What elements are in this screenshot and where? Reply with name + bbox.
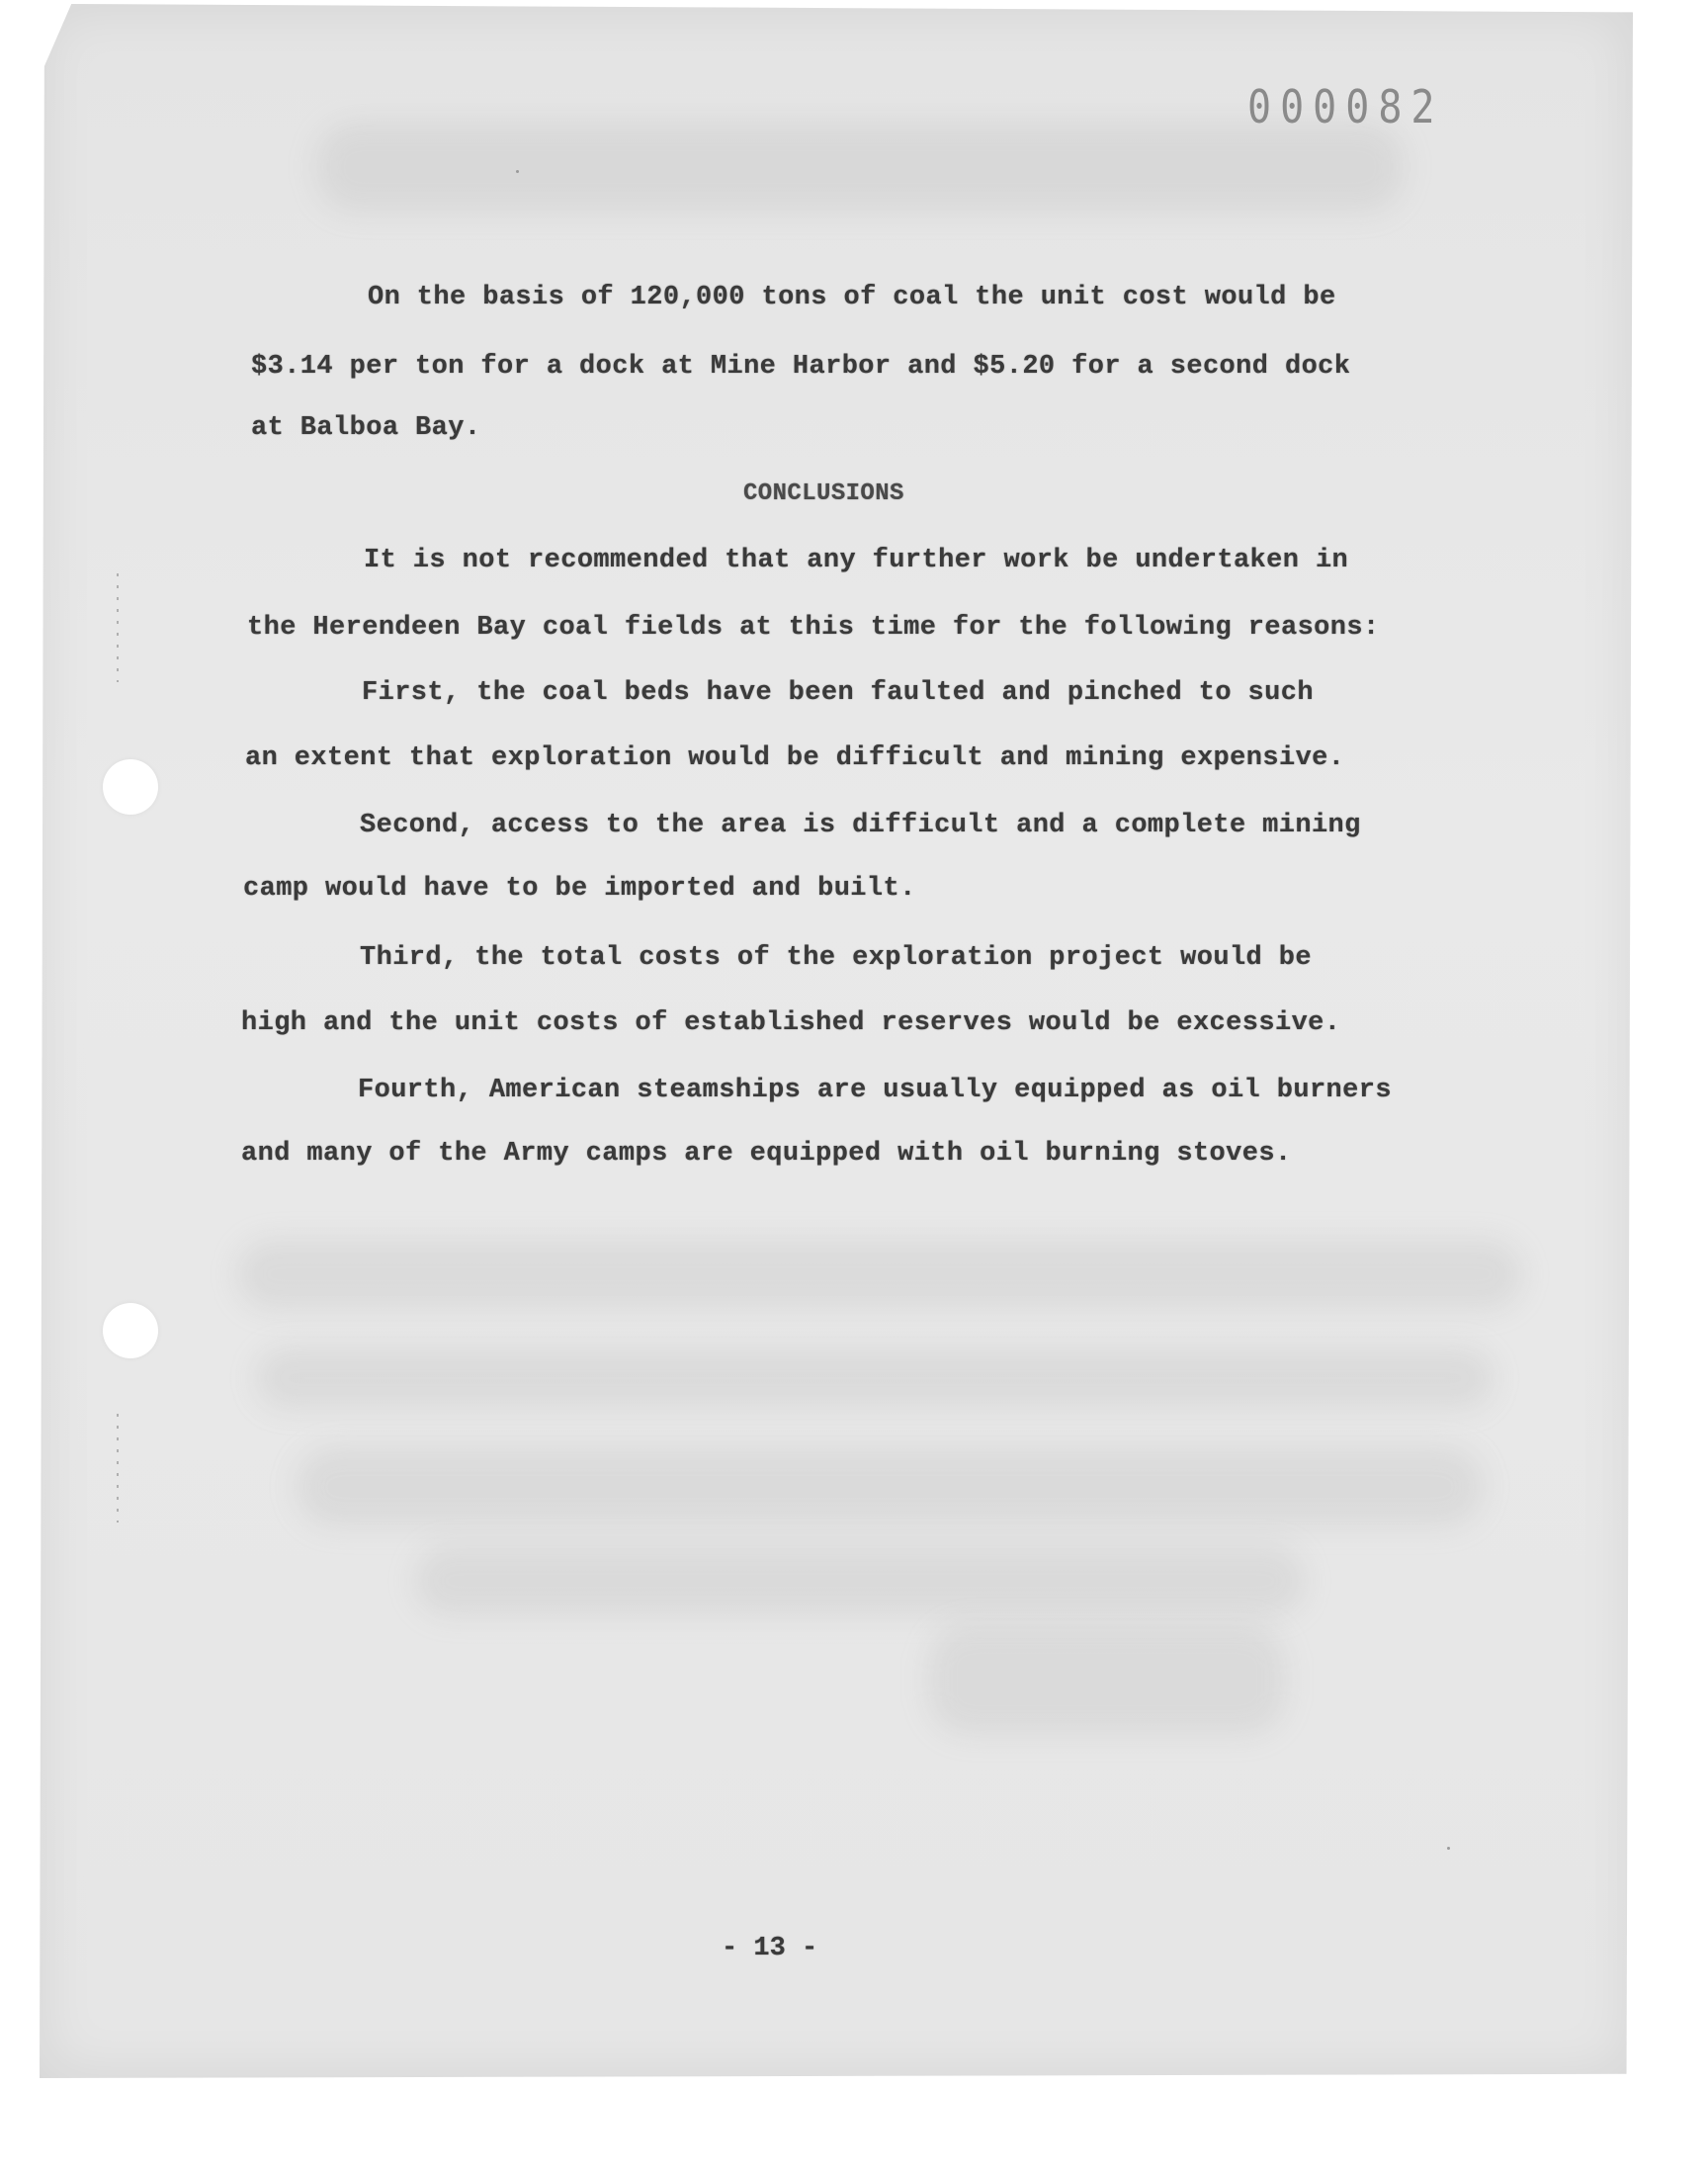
margin-marks xyxy=(117,573,119,682)
reason-first-line-1: First, the coal beds have been faulted and pinched to such xyxy=(362,678,1314,708)
bleed-through-shadow xyxy=(316,123,1404,212)
page-number: - 13 - xyxy=(722,1934,818,1963)
reason-first-line-2: an extent that exploration would be difficult and mining expensive. xyxy=(245,743,1345,773)
punch-hole-top xyxy=(103,759,158,815)
reason-second-line-2: camp would have to be imported and built. xyxy=(243,874,916,904)
reason-fourth-line-2: and many of the Army camps are equipped with oil burning stoves. xyxy=(241,1139,1292,1169)
conclusions-heading: CONCLUSIONS xyxy=(743,480,904,507)
margin-marks xyxy=(117,1414,119,1522)
paragraph-2-line-2: the Herendeen Bay coal fields at this time for the following reasons: xyxy=(247,613,1380,643)
bleed-through-shadow xyxy=(257,1348,1493,1408)
bleed-through-shadow xyxy=(297,1447,1483,1526)
speck xyxy=(516,170,519,173)
stamp-number: 000082 xyxy=(1247,81,1444,134)
paragraph-1-line-2: $3.14 per ton for a dock at Mine Harbor and $5.20 for a second dock xyxy=(251,352,1351,382)
reason-second-line-1: Second, access to the area is difficult and a complete mining xyxy=(360,811,1361,840)
speck xyxy=(1447,1847,1450,1850)
reason-fourth-line-1: Fourth, American steamships are usually equipped as oil burners xyxy=(358,1076,1392,1105)
reason-third-line-1: Third, the total costs of the exploration project would be xyxy=(360,943,1312,973)
paragraph-1-line-1: On the basis of 120,000 tons of coal the unit cost would be xyxy=(368,283,1336,312)
punch-hole-bottom xyxy=(103,1303,158,1358)
reason-third-line-2: high and the unit costs of established reserves would be excessive. xyxy=(241,1008,1341,1038)
paragraph-1-line-3: at Balboa Bay. xyxy=(251,413,481,443)
bleed-through-shadow xyxy=(237,1240,1522,1309)
bleed-through-shadow xyxy=(415,1546,1305,1615)
paragraph-2-line-1: It is not recommended that any further work be undertaken in xyxy=(364,546,1349,575)
scanned-page xyxy=(40,4,1633,2078)
bleed-through-shadow xyxy=(929,1625,1285,1734)
